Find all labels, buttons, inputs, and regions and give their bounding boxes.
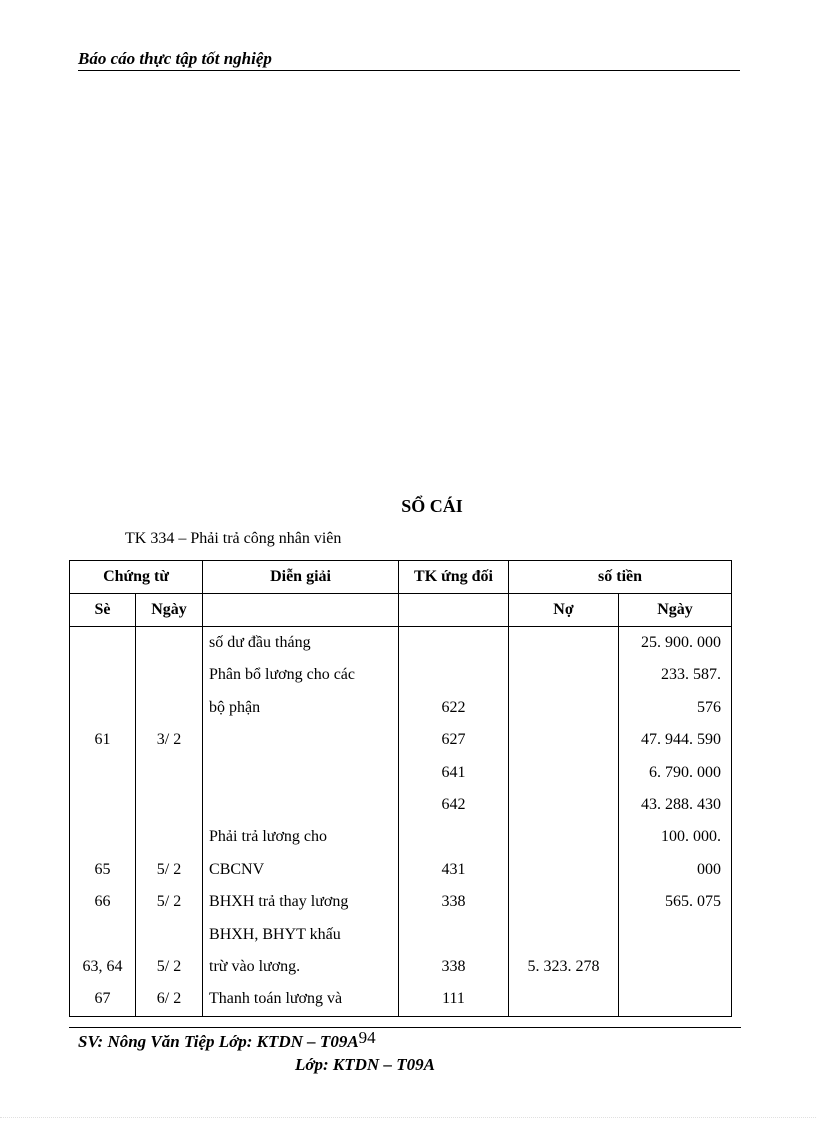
col-empty-dien-giai — [203, 594, 399, 627]
no-line — [509, 724, 618, 756]
col-chung-tu: Chứng từ — [70, 561, 203, 594]
tk-line: 338 — [441, 957, 466, 975]
document-title: SỔ CÁI — [401, 496, 463, 516]
header-row-2 — [70, 594, 732, 627]
ngay-line: 6/ 2 — [156, 990, 182, 1008]
co-line: 25. 900. 000 — [641, 634, 722, 651]
ngay-line — [136, 627, 202, 659]
se-line — [70, 627, 135, 659]
ngay-cell — [136, 627, 203, 1017]
ngay-line: 5/ 2 — [156, 860, 182, 878]
no-line — [509, 854, 618, 886]
col-ngay: Ngày — [136, 594, 203, 627]
dien-giai-line — [209, 789, 398, 821]
table-row — [70, 627, 732, 1017]
no-line — [509, 789, 618, 821]
dien-giai-line: số dư đầu tháng — [209, 634, 311, 651]
ngay-line — [136, 821, 202, 853]
dien-giai-line: Phân bổ lương cho các — [209, 666, 355, 684]
co-line — [619, 919, 721, 951]
tk-line: 627 — [441, 731, 466, 749]
ngay-line — [136, 692, 202, 724]
se-cell — [70, 627, 136, 1017]
dien-giai-line — [209, 757, 398, 789]
ledger-table — [69, 560, 732, 1017]
header-row-1 — [70, 561, 732, 594]
page-header: Báo cáo thực tập tốt nghiệp — [78, 49, 740, 71]
col-se: Sè — [70, 594, 136, 627]
se-line — [70, 659, 135, 691]
tk-line: 622 — [441, 698, 466, 716]
tk-line: 338 — [441, 893, 466, 911]
no-line — [509, 821, 618, 853]
dien-giai-line: BHXH, BHYT khấu — [209, 925, 341, 943]
col-so-tien: số tiền — [509, 561, 732, 594]
co-line: 576 — [697, 698, 722, 716]
tk-cell — [399, 627, 509, 1017]
dien-giai-line: CBCNV — [209, 860, 265, 878]
dien-giai-line: trừ vào lương. — [209, 957, 301, 975]
col-tk-ung-doi: TK ứng đối — [399, 561, 509, 594]
no-line — [509, 659, 618, 691]
footer-line-1 — [78, 1028, 376, 1052]
tk-line: 642 — [441, 795, 466, 813]
col-dien-giai: Diễn giải — [203, 561, 399, 594]
co-line: 000 — [697, 860, 722, 878]
no-line: 5. 323. 278 — [527, 957, 600, 975]
co-line: 233. 587. — [661, 666, 722, 684]
dien-giai-cell — [203, 627, 399, 1017]
tk-line — [399, 821, 508, 853]
co-line: 47. 944. 590 — [641, 731, 722, 749]
co-line: 565. 075 — [665, 893, 722, 911]
footer-line-2: Lớp: KTDN – T09A — [295, 1055, 435, 1074]
dien-giai-line — [209, 724, 398, 756]
dien-giai-line: Thanh toán lương và — [209, 990, 343, 1008]
se-line: 65 — [94, 860, 111, 878]
ngay-line: 5/ 2 — [156, 893, 182, 911]
document-subtitle: TK 334 – Phải trả công nhân viên — [125, 530, 342, 547]
ngay-line — [136, 919, 202, 951]
bottom-dotted-rule — [0, 1117, 816, 1118]
no-line — [509, 692, 618, 724]
se-line: 63, 64 — [82, 957, 123, 975]
footer-student: SV: Nông Văn Tiệp Lớp: KTDN – T09A — [78, 1032, 359, 1051]
tk-line — [399, 659, 508, 691]
no-line — [509, 919, 618, 951]
se-line — [70, 692, 135, 724]
co-cell — [619, 627, 732, 1017]
co-line: 43. 288. 430 — [641, 795, 722, 813]
co-line: 6. 790. 000 — [649, 763, 722, 781]
tk-line: 111 — [442, 990, 465, 1008]
col-ngay-2: Ngày — [619, 594, 732, 627]
col-no: Nợ — [509, 594, 619, 627]
no-line — [509, 757, 618, 789]
dien-giai-line: BHXH trả thay lương — [209, 893, 349, 911]
co-line — [619, 983, 721, 1015]
ngay-line — [136, 659, 202, 691]
no-cell — [509, 627, 619, 1017]
col-empty-tk — [399, 594, 509, 627]
tk-line — [399, 627, 508, 659]
ngay-line: 3/ 2 — [156, 731, 182, 749]
no-line — [509, 886, 618, 918]
se-line: 66 — [94, 893, 111, 911]
no-line — [509, 627, 618, 659]
co-line — [619, 951, 721, 983]
se-line — [70, 821, 135, 853]
tk-line: 641 — [441, 763, 466, 781]
tk-line: 431 — [441, 860, 466, 878]
no-line — [509, 983, 618, 1015]
footer-divider — [69, 1027, 741, 1028]
ngay-line — [136, 757, 202, 789]
se-line: 61 — [94, 731, 111, 749]
dien-giai-line: Phải trả lương cho — [209, 828, 328, 846]
ngay-line: 5/ 2 — [156, 957, 182, 975]
se-line — [70, 789, 135, 821]
page-number: 94 — [358, 1028, 376, 1047]
co-line: 100. 000. — [661, 828, 722, 846]
ngay-line — [136, 789, 202, 821]
se-line: 67 — [94, 990, 111, 1008]
dien-giai-line: bộ phận — [209, 698, 261, 716]
se-line — [70, 757, 135, 789]
se-line — [70, 919, 135, 951]
tk-line — [399, 919, 508, 951]
